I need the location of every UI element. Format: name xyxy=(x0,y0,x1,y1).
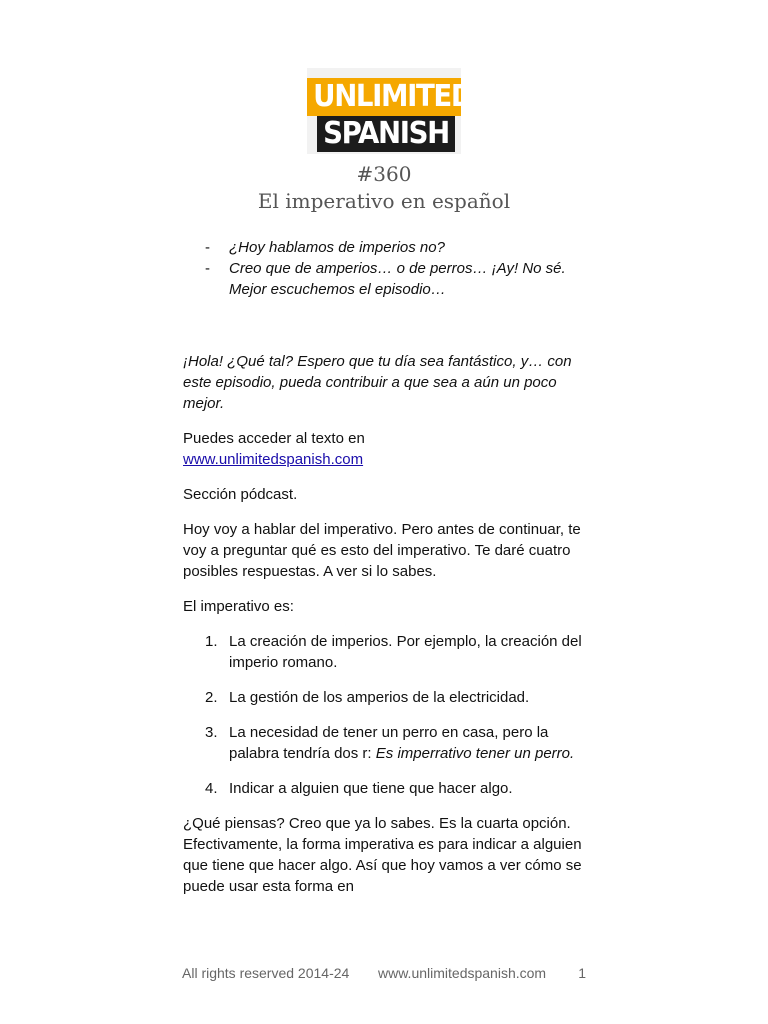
option-number: 1. xyxy=(205,633,218,650)
body-paragraph-1: Hoy voy a hablar del imperativo. Pero antes de continuar, te voy a preguntar qué es esto del imperativo. Te daré cuatro posibles respuestas. A ver si lo sabes. xyxy=(183,521,581,580)
option-emphasis: Es imperrativo tener un perro. xyxy=(375,745,575,762)
document-body xyxy=(183,237,593,911)
option-item xyxy=(205,631,593,673)
option-number: 4. xyxy=(205,780,218,797)
footer-page-number: 1 xyxy=(578,965,586,981)
access-text: Puedes acceder al texto en xyxy=(183,430,365,447)
options-list xyxy=(183,631,593,799)
body-paragraph-2: ¿Qué piensas? Creo que ya lo sabes. Es la cuarta opción. Efectivamente, la forma imperativa es para indicar a alguien que tiene que hacer algo. Así que hoy vamos a ver cómo se puede usar esta forma en xyxy=(183,815,582,895)
option-item xyxy=(205,687,593,708)
dialogue-text: ¿Hoy hablamos de imperios no? xyxy=(229,239,445,256)
option-number: 2. xyxy=(205,689,218,706)
logo-text-unlimited: UNLIMITED xyxy=(313,79,473,114)
option-text: La creación de imperios. Por ejemplo, la creación del imperio romano. xyxy=(229,633,582,671)
dialogue-dash: - xyxy=(205,239,210,256)
access-paragraph xyxy=(183,428,593,470)
dialogue-list xyxy=(183,237,593,300)
intro-paragraph: ¡Hola! ¿Qué tal? Espero que tu día sea fantástico, y… con este episodio, pueda contribuir a que sea a aún un poco mejor. xyxy=(183,353,572,412)
dialogue-line xyxy=(205,258,593,300)
dialogue-text: Creo que de amperios… o de perros… ¡Ay! No sé. Mejor escuchemos el episodio… xyxy=(229,260,566,298)
website-link[interactable]: www.unlimitedspanish.com xyxy=(183,451,364,468)
option-item xyxy=(205,722,593,764)
episode-number: #360 xyxy=(356,162,412,186)
episode-title: El imperativo en español xyxy=(257,189,511,213)
section-paragraph: Sección pódcast. xyxy=(183,486,298,503)
option-text: Indicar a alguien que tiene que hacer algo. xyxy=(229,780,513,797)
footer-site: www.unlimitedspanish.com xyxy=(378,965,547,981)
option-item xyxy=(205,778,593,799)
logo-text-spanish: SPANISH xyxy=(323,116,449,151)
option-text: La gestión de los amperios de la electricidad. xyxy=(229,689,530,706)
option-number: 3. xyxy=(205,724,218,741)
unlimited-spanish-logo xyxy=(307,68,473,154)
option-text: La necesidad de tener un perro en casa, pero la palabra tendría dos r: xyxy=(229,724,549,762)
dialogue-line xyxy=(205,237,593,258)
dialogue-dash: - xyxy=(205,260,210,277)
footer-copyright: All rights reserved 2014-24 xyxy=(182,965,350,981)
options-lead: El imperativo es: xyxy=(183,598,294,615)
